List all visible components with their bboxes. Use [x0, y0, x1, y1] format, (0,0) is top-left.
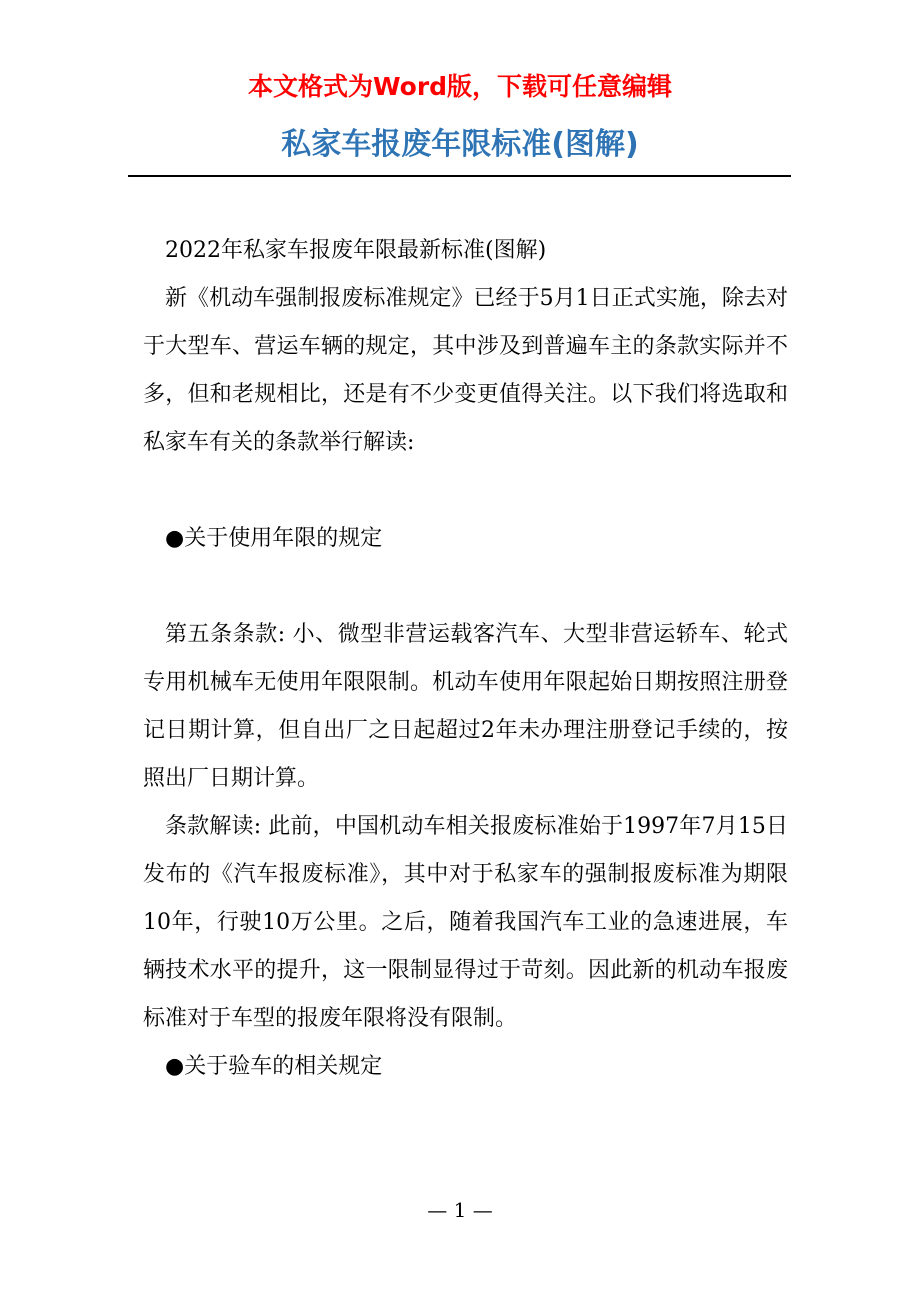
document-body	[143, 227, 788, 1091]
paragraph-gap	[143, 467, 788, 515]
paragraph-gap	[143, 563, 788, 611]
section-heading-usage-years: ●关于使用年限的规定	[165, 526, 383, 551]
document-title: 私家车报废年限标准(图解)	[281, 127, 639, 162]
section-heading-inspection: ●关于验车的相关规定	[165, 1054, 383, 1079]
subtitle-paragraph: 2022年私家车报废年限最新标准(图解)	[165, 238, 547, 263]
title-divider	[128, 175, 791, 177]
intro-paragraph: 新《机动车强制报废标准规定》已经于5月1日正式实施，除去对于大型车、营运车辆的规定，其中涉及到普遍车主的条款实际并不多，但和老规相比，还是有不少变更值得关注。以下我们将选取和私家车有关的条款举行解读:	[143, 286, 788, 455]
page-number: — 1 —	[427, 1198, 493, 1222]
interpretation-paragraph: 条款解读: 此前，中国机动车相关报废标准始于1997年7月15日发布的《汽车报废标准》，其中对于私家车的强制报废标准为期限10年，行驶10万公里。之后，随着我国汽车工业的急速进展，车辆技术水平的提升，这一限制显得过于苛刻。因此新的机动车报废标准对于车型的报废年限将没有限制。	[143, 814, 788, 1031]
article-five-paragraph: 第五条条款: 小、微型非营运载客汽车、大型非营运轿车、轮式专用机械车无使用年限限制。机动车使用年限起始日期按照注册登记日期计算，但自出厂之日起超过2年未办理注册登记手续的，按照出厂日期计算。	[143, 622, 788, 791]
format-notice-banner: 本文格式为Word版，下载可任意编辑	[247, 72, 673, 101]
